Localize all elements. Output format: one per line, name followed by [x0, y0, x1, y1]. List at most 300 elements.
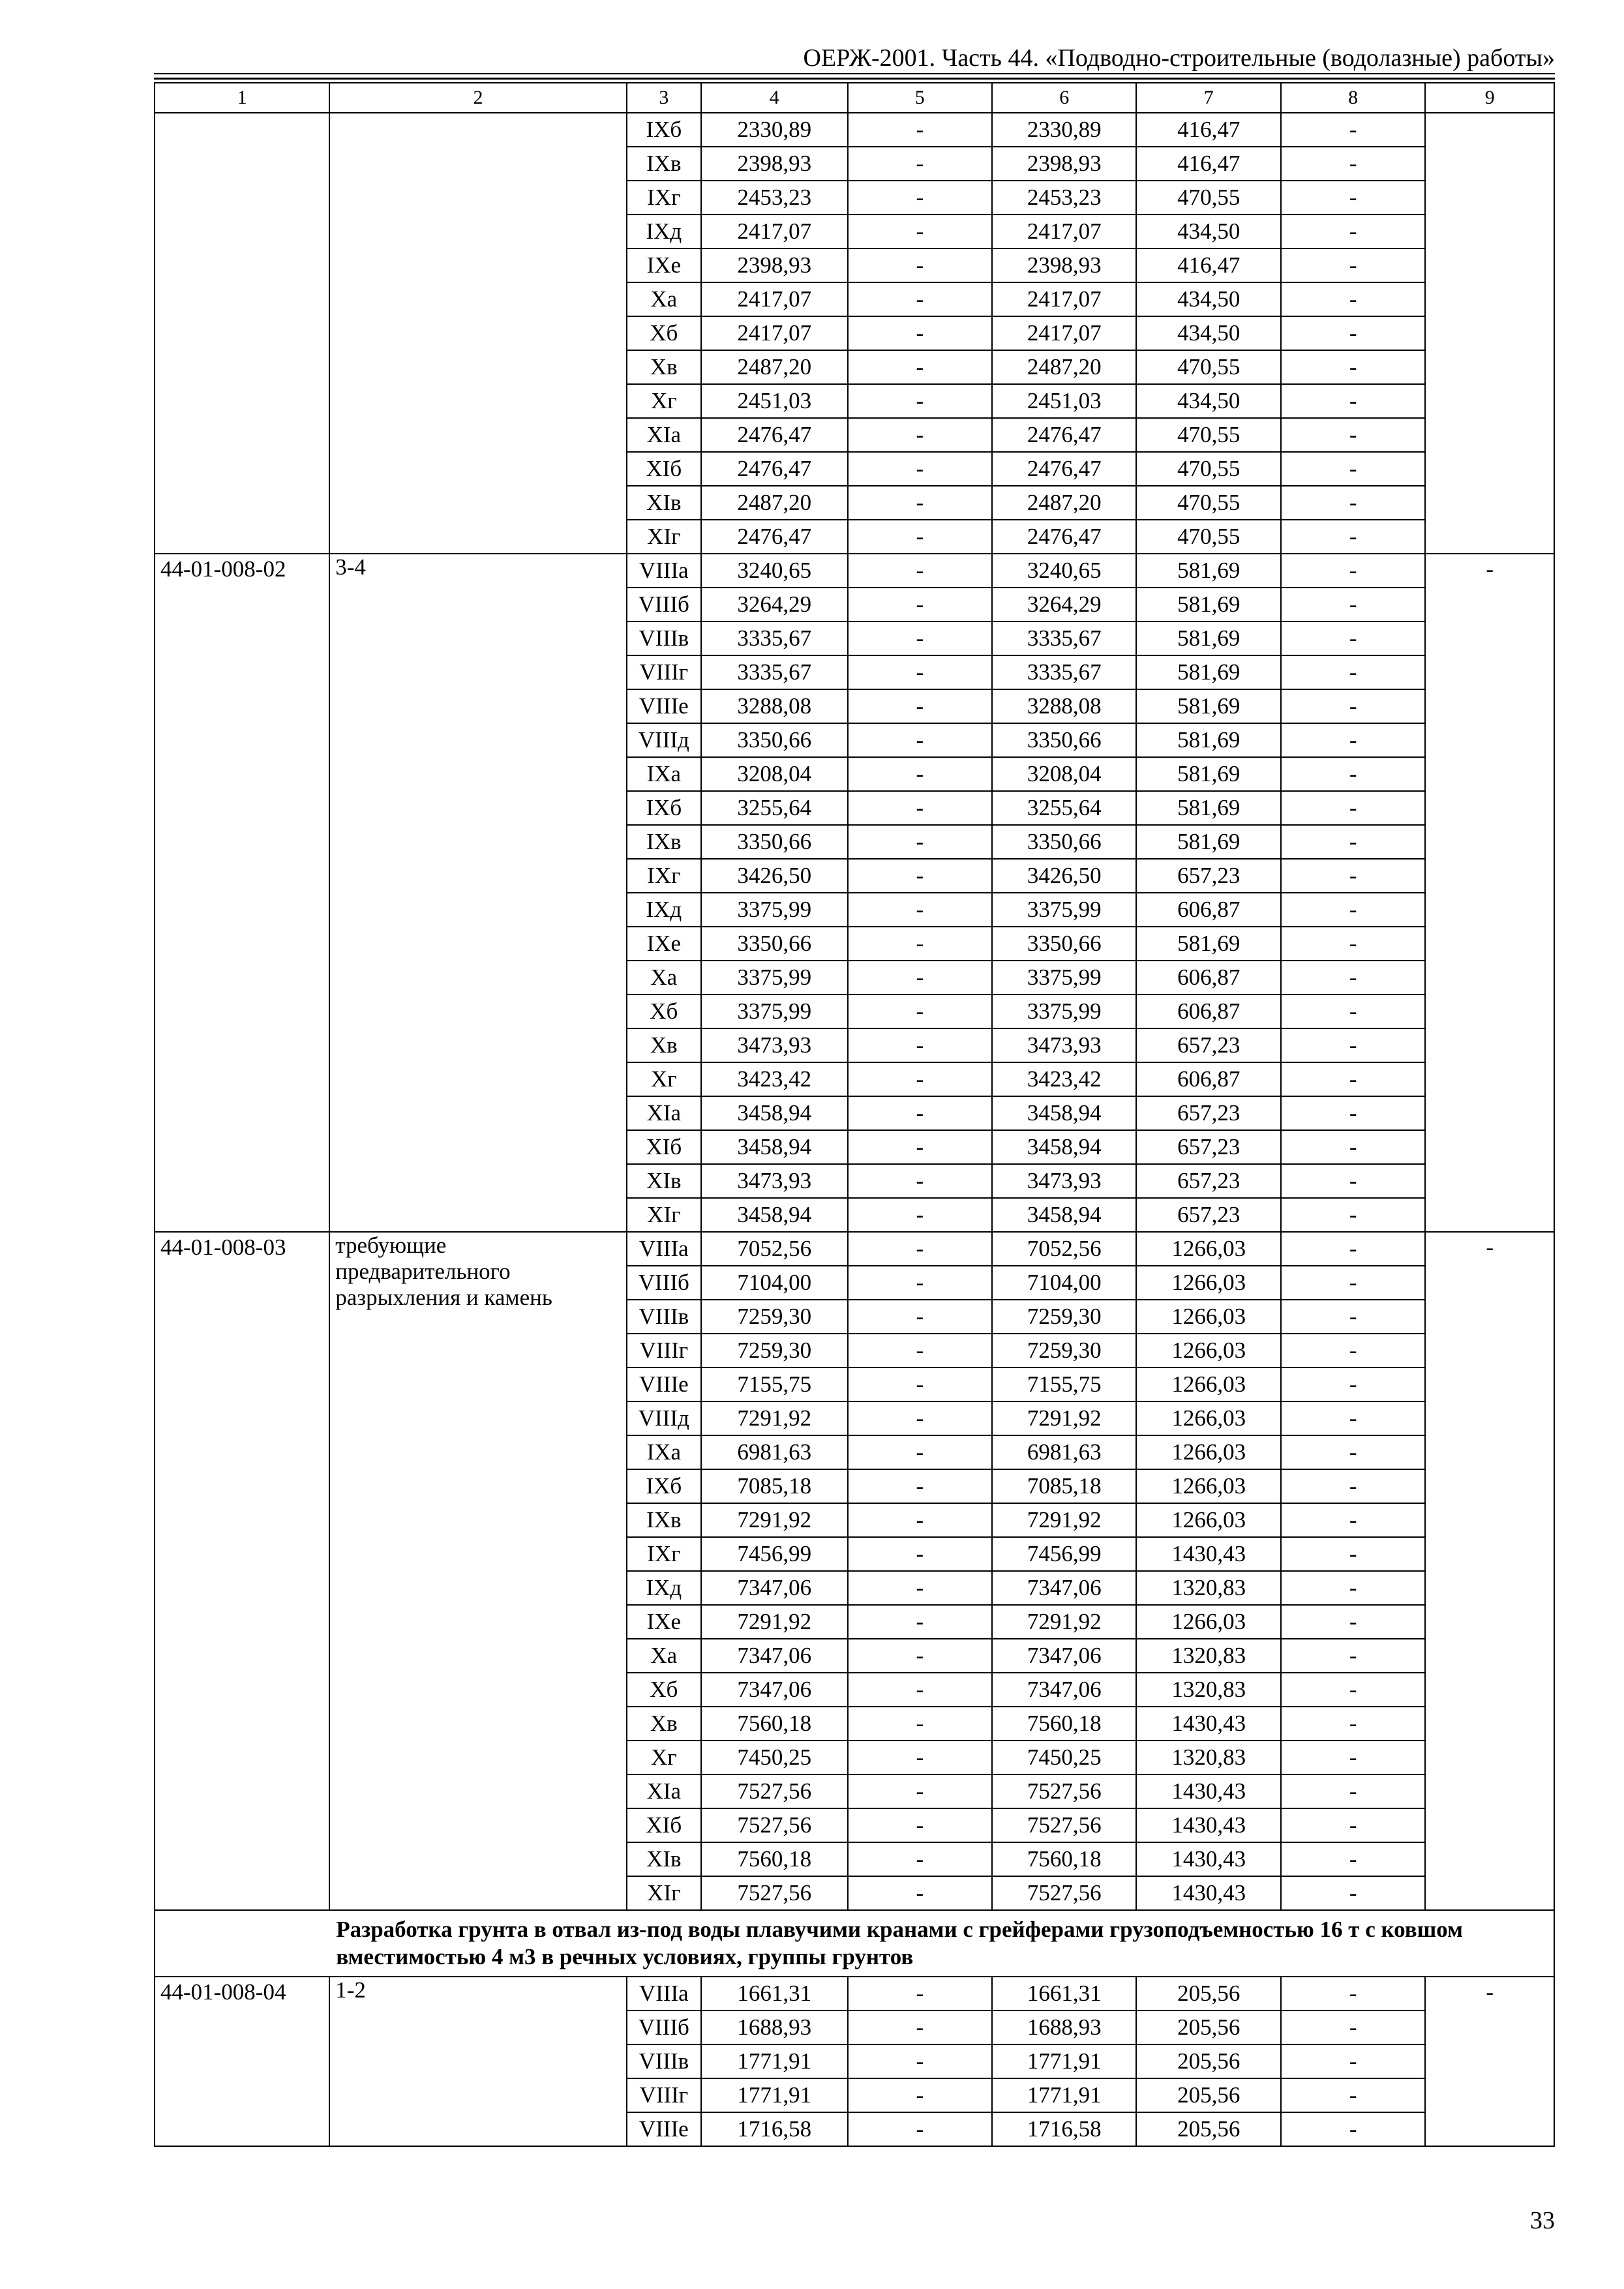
machinist-wage-cell: 470,55 [1136, 486, 1280, 520]
total-cost-cell: 1716,58 [701, 2112, 848, 2146]
machine-cost-cell: 7155,75 [992, 1368, 1136, 1401]
zone-cell: IXа [627, 757, 701, 791]
material-cell: - [1281, 486, 1425, 520]
machinist-wage-cell: 581,69 [1136, 689, 1280, 723]
labor-cost-cell [1425, 113, 1554, 554]
total-cost-cell: 3350,66 [701, 927, 848, 961]
wage-cell: - [848, 452, 992, 486]
machine-cost-cell: 2398,93 [992, 147, 1136, 181]
column-number: 4 [701, 83, 848, 113]
rates-table-body [155, 83, 1554, 2146]
machine-cost-cell: 3375,99 [992, 961, 1136, 995]
machinist-wage-cell: 581,69 [1136, 757, 1280, 791]
machinist-wage-cell: 581,69 [1136, 655, 1280, 689]
wage-cell: - [848, 384, 992, 418]
zone-cell: XIв [627, 1164, 701, 1198]
machine-cost-cell: 2487,20 [992, 350, 1136, 384]
machine-cost-cell: 1688,93 [992, 2011, 1136, 2044]
material-cell: - [1281, 248, 1425, 282]
machinist-wage-cell: 205,56 [1136, 2078, 1280, 2112]
machinist-wage-cell: 606,87 [1136, 961, 1280, 995]
zone-cell: VIIIб [627, 588, 701, 621]
machine-cost-cell: 7560,18 [992, 1707, 1136, 1741]
material-cell: - [1281, 1469, 1425, 1503]
machine-cost-cell: 3375,99 [992, 995, 1136, 1028]
zone-cell: Xв [627, 1028, 701, 1062]
material-cell: - [1281, 1571, 1425, 1605]
total-cost-cell: 3255,64 [701, 791, 848, 825]
zone-cell: VIIIд [627, 723, 701, 757]
machine-cost-cell: 7104,00 [992, 1266, 1136, 1300]
total-cost-cell: 2476,47 [701, 520, 848, 554]
column-number: 1 [155, 83, 329, 113]
column-number: 9 [1425, 83, 1554, 113]
total-cost-cell: 7259,30 [701, 1334, 848, 1368]
machinist-wage-cell: 606,87 [1136, 893, 1280, 927]
material-cell: - [1281, 723, 1425, 757]
machine-cost-cell: 3458,94 [992, 1198, 1136, 1232]
wage-cell: - [848, 1334, 992, 1368]
zone-cell: VIIIб [627, 2011, 701, 2044]
wage-cell: - [848, 1537, 992, 1571]
zone-cell: VIIIв [627, 621, 701, 655]
zone-cell: Xг [627, 1741, 701, 1774]
machinist-wage-cell: 1320,83 [1136, 1673, 1280, 1707]
labor-cost-cell: - [1425, 1232, 1554, 1910]
labor-cost-cell: - [1425, 554, 1554, 1232]
zone-cell: XIа [627, 418, 701, 452]
wage-cell: - [848, 1774, 992, 1808]
total-cost-cell: 3375,99 [701, 995, 848, 1028]
machine-cost-cell: 3350,66 [992, 825, 1136, 859]
total-cost-cell: 2330,89 [701, 113, 848, 147]
material-cell: - [1281, 1130, 1425, 1164]
header-rule-thick [154, 78, 1555, 80]
machine-cost-cell: 7527,56 [992, 1876, 1136, 1910]
wage-cell: - [848, 1503, 992, 1537]
total-cost-cell: 3458,94 [701, 1130, 848, 1164]
material-cell: - [1281, 1198, 1425, 1232]
wage-cell: - [848, 893, 992, 927]
machinist-wage-cell: 581,69 [1136, 588, 1280, 621]
machinist-wage-cell: 1266,03 [1136, 1605, 1280, 1639]
machine-cost-cell: 7560,18 [992, 1842, 1136, 1876]
total-cost-cell: 6981,63 [701, 1435, 848, 1469]
wage-cell: - [848, 1164, 992, 1198]
machinist-wage-cell: 657,23 [1136, 1164, 1280, 1198]
machine-cost-cell: 3473,93 [992, 1164, 1136, 1198]
machinist-wage-cell: 434,50 [1136, 215, 1280, 248]
total-cost-cell: 3208,04 [701, 757, 848, 791]
material-cell: - [1281, 2112, 1425, 2146]
machine-cost-cell: 2417,07 [992, 282, 1136, 316]
column-number-row [155, 83, 1554, 113]
wage-cell: - [848, 757, 992, 791]
rate-code-cell: 44-01-008-02 [155, 554, 329, 1232]
total-cost-cell: 1771,91 [701, 2078, 848, 2112]
wage-cell: - [848, 689, 992, 723]
wage-cell: - [848, 2044, 992, 2078]
wage-cell: - [848, 215, 992, 248]
material-cell: - [1281, 1435, 1425, 1469]
zone-cell: IXа [627, 1435, 701, 1469]
zone-cell: IXд [627, 215, 701, 248]
wage-cell: - [848, 316, 992, 350]
material-cell: - [1281, 1741, 1425, 1774]
rates-table [154, 82, 1555, 2147]
material-cell: - [1281, 1503, 1425, 1537]
machine-cost-cell: 7085,18 [992, 1469, 1136, 1503]
zone-cell: IXг [627, 859, 701, 893]
total-cost-cell: 2417,07 [701, 215, 848, 248]
zone-cell: Xб [627, 316, 701, 350]
zone-cell: Xб [627, 995, 701, 1028]
zone-cell: XIг [627, 520, 701, 554]
wage-cell: - [848, 1368, 992, 1401]
machine-cost-cell: 3255,64 [992, 791, 1136, 825]
machinist-wage-cell: 205,56 [1136, 1977, 1280, 2011]
machinist-wage-cell: 1430,43 [1136, 1537, 1280, 1571]
machine-cost-cell: 3240,65 [992, 554, 1136, 588]
zone-cell: Xб [627, 1673, 701, 1707]
material-cell: - [1281, 215, 1425, 248]
wage-cell: - [848, 1198, 992, 1232]
machinist-wage-cell: 434,50 [1136, 384, 1280, 418]
total-cost-cell: 2476,47 [701, 418, 848, 452]
wage-cell: - [848, 282, 992, 316]
material-cell: - [1281, 859, 1425, 893]
machine-cost-cell: 3288,08 [992, 689, 1136, 723]
material-cell: - [1281, 1096, 1425, 1130]
total-cost-cell: 7259,30 [701, 1300, 848, 1334]
zone-cell: IXв [627, 1503, 701, 1537]
zone-cell: XIа [627, 1096, 701, 1130]
material-cell: - [1281, 1232, 1425, 1266]
material-cell: - [1281, 825, 1425, 859]
zone-cell: Xв [627, 1707, 701, 1741]
zone-cell: IXе [627, 1605, 701, 1639]
total-cost-cell: 3473,93 [701, 1028, 848, 1062]
material-cell: - [1281, 1639, 1425, 1673]
machinist-wage-cell: 581,69 [1136, 791, 1280, 825]
total-cost-cell: 7052,56 [701, 1232, 848, 1266]
wage-cell: - [848, 961, 992, 995]
machine-cost-cell: 2398,93 [992, 248, 1136, 282]
machine-cost-cell: 7052,56 [992, 1232, 1136, 1266]
material-cell: - [1281, 147, 1425, 181]
zone-cell: VIIIа [627, 1232, 701, 1266]
machine-cost-cell: 7259,30 [992, 1334, 1136, 1368]
wage-cell: - [848, 113, 992, 147]
machinist-wage-cell: 470,55 [1136, 418, 1280, 452]
total-cost-cell: 7104,00 [701, 1266, 848, 1300]
machinist-wage-cell: 470,55 [1136, 350, 1280, 384]
section-caption-row [155, 1910, 1554, 1977]
total-cost-cell: 3288,08 [701, 689, 848, 723]
material-cell: - [1281, 655, 1425, 689]
machinist-wage-cell: 581,69 [1136, 927, 1280, 961]
wage-cell: - [848, 655, 992, 689]
wage-cell: - [848, 995, 992, 1028]
total-cost-cell: 2476,47 [701, 452, 848, 486]
zone-cell: VIIIа [627, 1977, 701, 2011]
machine-cost-cell: 7347,06 [992, 1639, 1136, 1673]
machine-cost-cell: 6981,63 [992, 1435, 1136, 1469]
column-number: 5 [848, 83, 992, 113]
zone-cell: XIб [627, 1808, 701, 1842]
machine-cost-cell: 1661,31 [992, 1977, 1136, 2011]
wage-cell: - [848, 1876, 992, 1910]
wage-cell: - [848, 1130, 992, 1164]
wage-cell: - [848, 825, 992, 859]
total-cost-cell: 2417,07 [701, 282, 848, 316]
zone-cell: VIIIд [627, 1401, 701, 1435]
material-cell: - [1281, 1028, 1425, 1062]
material-cell: - [1281, 1266, 1425, 1300]
machinist-wage-cell: 1266,03 [1136, 1401, 1280, 1435]
wage-cell: - [848, 1469, 992, 1503]
wage-cell: - [848, 1842, 992, 1876]
material-cell: - [1281, 1673, 1425, 1707]
total-cost-cell: 7527,56 [701, 1808, 848, 1842]
total-cost-cell: 7527,56 [701, 1876, 848, 1910]
column-number: 2 [329, 83, 626, 113]
machinist-wage-cell: 1266,03 [1136, 1503, 1280, 1537]
wage-cell: - [848, 1062, 992, 1096]
table-row [155, 113, 1554, 147]
machinist-wage-cell: 606,87 [1136, 1062, 1280, 1096]
machinist-wage-cell: 581,69 [1136, 621, 1280, 655]
machine-cost-cell: 7527,56 [992, 1808, 1136, 1842]
total-cost-cell: 7291,92 [701, 1503, 848, 1537]
machine-cost-cell: 3473,93 [992, 1028, 1136, 1062]
machine-cost-cell: 2417,07 [992, 316, 1136, 350]
wage-cell: - [848, 2112, 992, 2146]
material-cell: - [1281, 588, 1425, 621]
soil-group-cell: требующие предварительного разрыхления и камень [329, 1232, 626, 1910]
zone-cell: VIIIв [627, 2044, 701, 2078]
wage-cell: - [848, 554, 992, 588]
wage-cell: - [848, 350, 992, 384]
machinist-wage-cell: 1320,83 [1136, 1741, 1280, 1774]
wage-cell: - [848, 1808, 992, 1842]
total-cost-cell: 7560,18 [701, 1842, 848, 1876]
material-cell: - [1281, 452, 1425, 486]
wage-cell: - [848, 621, 992, 655]
wage-cell: - [848, 1707, 992, 1741]
machine-cost-cell: 2476,47 [992, 520, 1136, 554]
rate-code-cell: 44-01-008-04 [155, 1977, 329, 2146]
wage-cell: - [848, 723, 992, 757]
machinist-wage-cell: 1430,43 [1136, 1808, 1280, 1842]
material-cell: - [1281, 282, 1425, 316]
wage-cell: - [848, 1571, 992, 1605]
total-cost-cell: 3473,93 [701, 1164, 848, 1198]
machine-cost-cell: 2476,47 [992, 418, 1136, 452]
total-cost-cell: 3350,66 [701, 723, 848, 757]
page-header-title: ОЕРЖ-2001. Часть 44. «Подводно-строительные (водолазные) работы» [803, 44, 1555, 72]
wage-cell: - [848, 1673, 992, 1707]
zone-cell: Xа [627, 1639, 701, 1673]
machinist-wage-cell: 657,23 [1136, 1198, 1280, 1232]
material-cell: - [1281, 621, 1425, 655]
zone-cell: IXг [627, 181, 701, 215]
machine-cost-cell: 3350,66 [992, 723, 1136, 757]
total-cost-cell: 3335,67 [701, 655, 848, 689]
total-cost-cell: 7347,06 [701, 1639, 848, 1673]
machine-cost-cell: 7259,30 [992, 1300, 1136, 1334]
machinist-wage-cell: 606,87 [1136, 995, 1280, 1028]
material-cell: - [1281, 927, 1425, 961]
machinist-wage-cell: 657,23 [1136, 1096, 1280, 1130]
material-cell: - [1281, 1605, 1425, 1639]
zone-cell: IXв [627, 147, 701, 181]
machine-cost-cell: 7291,92 [992, 1401, 1136, 1435]
zone-cell: IXб [627, 113, 701, 147]
machinist-wage-cell: 470,55 [1136, 452, 1280, 486]
machine-cost-cell: 3458,94 [992, 1130, 1136, 1164]
total-cost-cell: 2451,03 [701, 384, 848, 418]
zone-cell: Xг [627, 1062, 701, 1096]
wage-cell: - [848, 1232, 992, 1266]
total-cost-cell: 3335,67 [701, 621, 848, 655]
wage-cell: - [848, 147, 992, 181]
total-cost-cell: 3264,29 [701, 588, 848, 621]
machinist-wage-cell: 205,56 [1136, 2044, 1280, 2078]
total-cost-cell: 3423,42 [701, 1062, 848, 1096]
zone-cell: XIг [627, 1876, 701, 1910]
machine-cost-cell: 3264,29 [992, 588, 1136, 621]
zone-cell: XIв [627, 486, 701, 520]
machinist-wage-cell: 205,56 [1136, 2011, 1280, 2044]
machinist-wage-cell: 434,50 [1136, 316, 1280, 350]
machinist-wage-cell: 657,23 [1136, 1130, 1280, 1164]
total-cost-cell: 7155,75 [701, 1368, 848, 1401]
wage-cell: - [848, 520, 992, 554]
material-cell: - [1281, 1164, 1425, 1198]
column-number: 7 [1136, 83, 1280, 113]
soil-group-cell: 3-4 [329, 554, 626, 1232]
machinist-wage-cell: 416,47 [1136, 147, 1280, 181]
zone-cell: Xв [627, 350, 701, 384]
wage-cell: - [848, 1605, 992, 1639]
rate-code-cell: 44-01-008-03 [155, 1232, 329, 1910]
zone-cell: VIIIе [627, 1368, 701, 1401]
material-cell: - [1281, 757, 1425, 791]
total-cost-cell: 7291,92 [701, 1605, 848, 1639]
wage-cell: - [848, 588, 992, 621]
machine-cost-cell: 7456,99 [992, 1537, 1136, 1571]
machine-cost-cell: 3335,67 [992, 655, 1136, 689]
total-cost-cell: 1661,31 [701, 1977, 848, 2011]
machine-cost-cell: 3423,42 [992, 1062, 1136, 1096]
material-cell: - [1281, 2044, 1425, 2078]
material-cell: - [1281, 384, 1425, 418]
wage-cell: - [848, 1096, 992, 1130]
wage-cell: - [848, 1977, 992, 2011]
machinist-wage-cell: 581,69 [1136, 825, 1280, 859]
total-cost-cell: 3375,99 [701, 961, 848, 995]
wage-cell: - [848, 486, 992, 520]
wage-cell: - [848, 2078, 992, 2112]
machine-cost-cell: 2453,23 [992, 181, 1136, 215]
wage-cell: - [848, 1741, 992, 1774]
total-cost-cell: 3375,99 [701, 893, 848, 927]
zone-cell: Xа [627, 961, 701, 995]
header-rule-thin [154, 73, 1555, 74]
caption-code-cell [155, 1910, 329, 1977]
machine-cost-cell: 2487,20 [992, 486, 1136, 520]
machine-cost-cell: 1771,91 [992, 2044, 1136, 2078]
zone-cell: XIб [627, 452, 701, 486]
machinist-wage-cell: 416,47 [1136, 113, 1280, 147]
material-cell: - [1281, 1977, 1425, 2011]
total-cost-cell: 7450,25 [701, 1741, 848, 1774]
machinist-wage-cell: 1320,83 [1136, 1571, 1280, 1605]
wage-cell: - [848, 418, 992, 452]
material-cell: - [1281, 2078, 1425, 2112]
total-cost-cell: 1688,93 [701, 2011, 848, 2044]
machinist-wage-cell: 1266,03 [1136, 1300, 1280, 1334]
zone-cell: VIIIб [627, 1266, 701, 1300]
machinist-wage-cell: 1266,03 [1136, 1469, 1280, 1503]
machinist-wage-cell: 1266,03 [1136, 1435, 1280, 1469]
zone-cell: IXб [627, 791, 701, 825]
wage-cell: - [848, 1401, 992, 1435]
machinist-wage-cell: 1266,03 [1136, 1266, 1280, 1300]
machine-cost-cell: 7347,06 [992, 1673, 1136, 1707]
column-number: 6 [992, 83, 1136, 113]
machine-cost-cell: 2417,07 [992, 215, 1136, 248]
machine-cost-cell: 7527,56 [992, 1774, 1136, 1808]
wage-cell: - [848, 927, 992, 961]
zone-cell: VIIIа [627, 554, 701, 588]
machine-cost-cell: 2451,03 [992, 384, 1136, 418]
machine-cost-cell: 3350,66 [992, 927, 1136, 961]
zone-cell: VIIIе [627, 2112, 701, 2146]
zone-cell: VIIIг [627, 655, 701, 689]
material-cell: - [1281, 113, 1425, 147]
material-cell: - [1281, 893, 1425, 927]
column-number: 8 [1281, 83, 1425, 113]
total-cost-cell: 7347,06 [701, 1571, 848, 1605]
machinist-wage-cell: 1266,03 [1136, 1368, 1280, 1401]
total-cost-cell: 2398,93 [701, 248, 848, 282]
total-cost-cell: 2487,20 [701, 486, 848, 520]
column-number: 3 [627, 83, 701, 113]
wage-cell: - [848, 2011, 992, 2044]
machinist-wage-cell: 470,55 [1136, 181, 1280, 215]
zone-cell: IXе [627, 248, 701, 282]
material-cell: - [1281, 1401, 1425, 1435]
table-row [155, 554, 1554, 588]
material-cell: - [1281, 554, 1425, 588]
machinist-wage-cell: 581,69 [1136, 554, 1280, 588]
zone-cell: VIIIв [627, 1300, 701, 1334]
page-number: 33 [1530, 2207, 1555, 2234]
zone-cell: XIб [627, 1130, 701, 1164]
material-cell: - [1281, 791, 1425, 825]
machinist-wage-cell: 1430,43 [1136, 1707, 1280, 1741]
rate-code-cell [155, 113, 329, 554]
machinist-wage-cell: 416,47 [1136, 248, 1280, 282]
wage-cell: - [848, 181, 992, 215]
total-cost-cell: 7347,06 [701, 1673, 848, 1707]
zone-cell: IXд [627, 1571, 701, 1605]
material-cell: - [1281, 1537, 1425, 1571]
zone-cell: Xг [627, 384, 701, 418]
total-cost-cell: 7291,92 [701, 1401, 848, 1435]
